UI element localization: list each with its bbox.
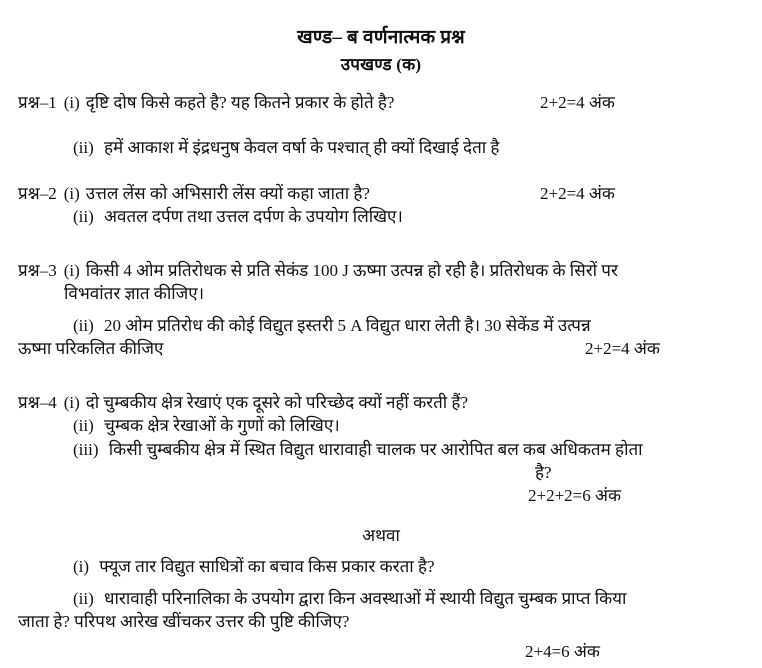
question-4-part-iii-continuation: है? (535, 462, 552, 482)
question-3-label: प्रश्न–3 (18, 260, 57, 280)
alternative-question-block (0, 555, 762, 663)
question-3-part-i-text: किसी 4 ओम प्रतिरोधक से प्रति सेकंड 100 J ऊष्मा उत्पन्न हो रही है। प्रतिरोधक के सिरों पर (85, 260, 618, 280)
question-block-3 (0, 259, 762, 361)
question-3-part-i-continuation: विभवांतर ज्ञात कीजिए। (64, 284, 205, 304)
alternative-label: अथवा (362, 525, 400, 545)
question-2-part-i-text: उत्तल लेंस को अभिसारी लेंस क्यों कहा जाता है? (85, 183, 370, 203)
alternative-part-i-num: (i) (73, 557, 90, 577)
alternative-part-ii (0, 587, 762, 610)
question-3-part-i-num: (i) (63, 260, 80, 280)
question-block-2 (0, 182, 762, 229)
alternative-part-i (0, 555, 762, 578)
question-block-4 (0, 391, 762, 508)
question-1-part-i-text: दृष्टि दोष किसे कहते है? यह कितने प्रकार के होते है? (85, 93, 395, 112)
alternative-marks: 2+4=6 अंक (525, 641, 600, 661)
alternative-part-ii-continuation: जाता हे? परिपथ आरेख खींचकर उत्तर की पुष्टि कीजिए? (18, 612, 350, 632)
alternative-part-ii-text: धारावाही परिनालिका के उपयोग द्वारा किन अवस्थाओं में स्थायी विद्युत चुम्बक प्राप्त किया (104, 588, 627, 608)
question-3-part-ii-continuation (0, 337, 762, 360)
question-3-part-ii (0, 314, 762, 337)
question-4-marks: 2+2+2=6 अंक (528, 486, 622, 506)
question-2-part-ii-num: (ii) (73, 207, 94, 227)
question-2-marks: 2+2=4 अंक (540, 183, 615, 203)
question-1-part-i-num: (i) (63, 93, 80, 112)
section-heading: खण्ड– ब वर्णनात्मक प्रश्न (297, 27, 465, 48)
question-1-part-ii-num: (ii) (73, 138, 94, 158)
question-4-label: प्रश्न–4 (18, 392, 57, 412)
question-4-part-ii-num: (ii) (73, 416, 94, 436)
question-2-label: प्रश्न–2 (18, 183, 57, 203)
alternative-part-ii-num: (ii) (73, 588, 94, 608)
question-1-label: प्रश्न–1 (18, 93, 57, 112)
question-4-part-iii (0, 438, 762, 461)
question-block-1 (0, 91, 762, 160)
question-2-part-ii (0, 205, 762, 228)
question-4-part-iii-text: किसी चुम्बकीय क्षेत्र में स्थित विद्युत धारावाही चालक पर आरोपित बल कब अधिकतम होता (108, 439, 643, 459)
question-2-part-i-num: (i) (63, 183, 80, 203)
question-4-part-i (0, 391, 762, 414)
question-1-marks: 2+2=4 अंक (540, 93, 615, 112)
question-1-part-ii (0, 136, 762, 159)
question-4-part-i-text: दो चुम्बकीय क्षेत्र रेखाएं एक दूसरे को परिच्छेद क्यों नहीं करती हैं? (85, 392, 469, 412)
subsection-heading: उपखण्ड (क) (340, 54, 422, 74)
question-3-part-ii-cont-text: ऊष्मा परिकलित कीजिए (18, 339, 164, 359)
question-3-part-ii-text: 20 ओम प्रतिरोध की कोई विद्युत इस्तरी 5 A विद्युत धारा लेती है। 30 सेकेंड में उत्पन्न (104, 315, 591, 335)
question-2-part-ii-text: अवतल दर्पण तथा उत्तल दर्पण के उपयोग लिखिए। (104, 207, 403, 227)
question-3-part-i (0, 259, 762, 282)
question-4-part-iii-num: (iii) (73, 439, 99, 459)
question-1-part-ii-text: हमें आकाश में इंद्रधनुष केवल वर्षा के पश्चात् ही क्यों दिखाई देता है (104, 138, 500, 158)
question-4-part-ii-text: चुम्बक क्षेत्र रेखाओं के गुणों को लिखिए। (104, 416, 340, 436)
question-2-part-i (0, 182, 762, 205)
alternative-part-i-text: फ्यूज तार विद्युत साधित्रों का बचाव किस प्रकार करता है? (99, 557, 435, 577)
question-1-part-i (0, 91, 762, 114)
question-3-marks: 2+2=4 अंक (585, 339, 660, 359)
question-4-part-i-num: (i) (63, 392, 80, 412)
question-4-part-ii (0, 414, 762, 437)
question-3-part-ii-num: (ii) (73, 315, 94, 335)
